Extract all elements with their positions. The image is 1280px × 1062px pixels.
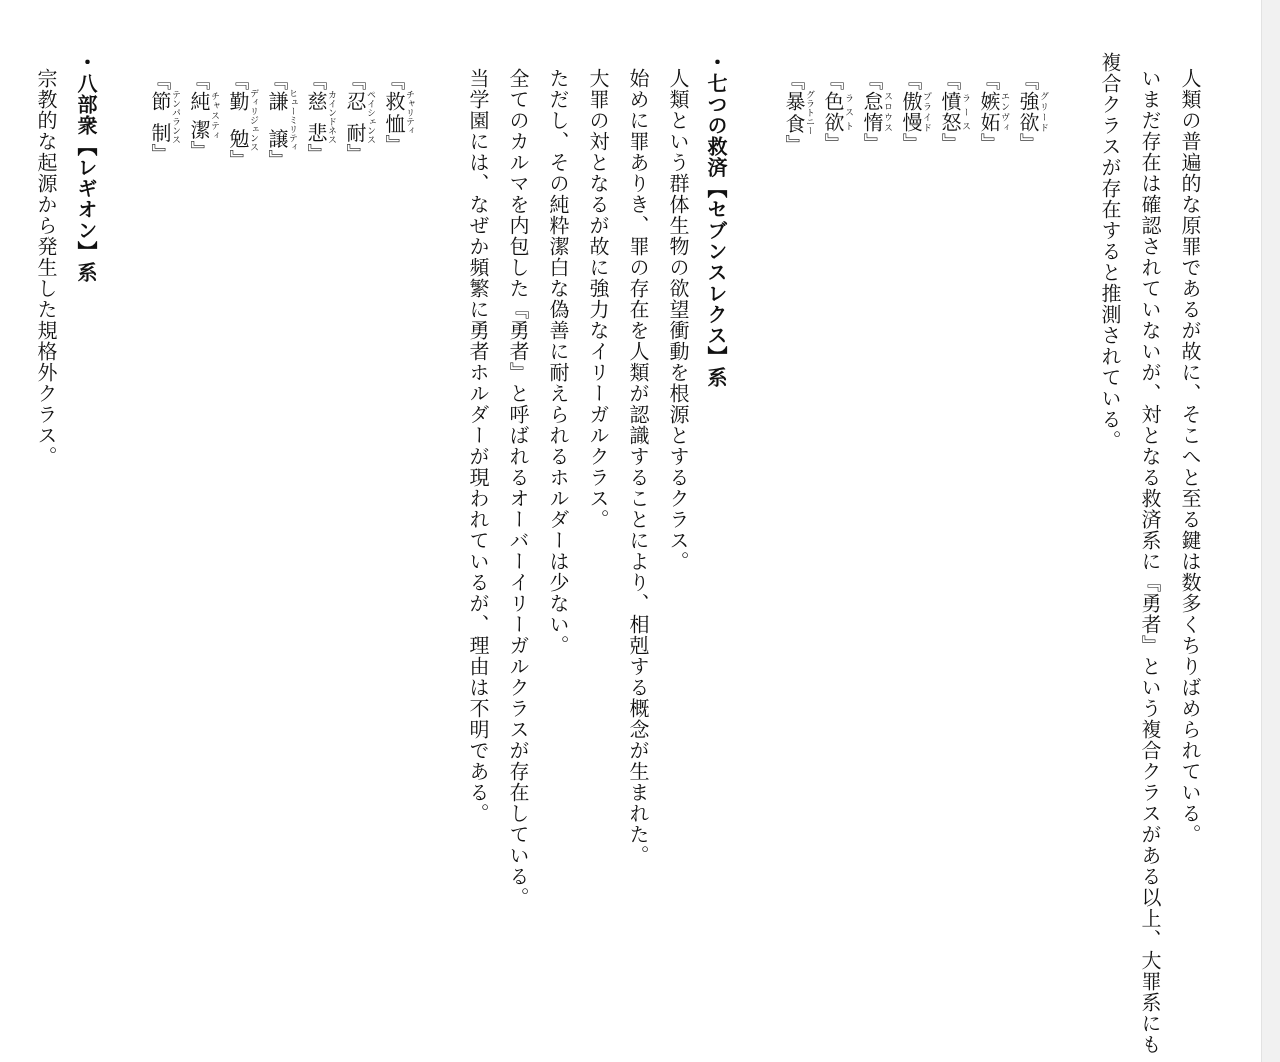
open-bracket: 『 — [860, 70, 884, 91]
intro-line-2: いまだ存在は確認されていないが、対となる救済系に『勇者』という複合クラスがある以上、大罪系にも — [1138, 68, 1162, 1055]
virtue-name: 救恤 — [382, 90, 406, 136]
open-bracket: 『 — [1016, 70, 1040, 91]
close-bracket: 』 — [226, 149, 250, 171]
virtue-item — [306, 70, 336, 164]
virtue-name: 忍 耐 — [343, 90, 367, 145]
sin-name: 嫉妬 — [977, 91, 1001, 133]
sin-item — [823, 70, 853, 154]
open-bracket: 『 — [226, 70, 250, 91]
sin-name: 暴食 — [782, 90, 806, 136]
sin-ruby: グリード — [1038, 91, 1048, 133]
virtue-item — [150, 70, 180, 164]
close-bracket: 』 — [382, 134, 406, 156]
sin-ruby: グラトニー — [804, 90, 814, 136]
sin-ruby: スロウス — [882, 91, 892, 133]
sin-item — [784, 70, 814, 156]
open-bracket: 『 — [821, 70, 845, 91]
paragraph-line: 始めに罪ありき、罪の存在を人類が認識することにより、相剋する概念が生まれた。 — [626, 68, 650, 866]
close-bracket: 』 — [304, 143, 328, 165]
close-bracket: 』 — [938, 133, 962, 154]
sin-item — [1018, 70, 1048, 154]
paragraph-line: ただし、その純粋潔白な偽善に耐えられるホルダーは少ない。 — [546, 68, 570, 656]
paragraph-line: 人類という群体生物の欲望衝動を根源とするクラス。 — [666, 68, 690, 572]
intro-line-1: 人類の普遍的な原罪であるが故に、そこへと至る鍵は数多くちりばめられている。 — [1178, 68, 1202, 845]
paragraph-line: 全てのカルマを内包した『勇者』と呼ばれるオーバーイリーガルクラスが存在している。 — [506, 68, 530, 908]
open-bracket: 『 — [304, 70, 328, 91]
sin-name: 憤怒 — [938, 91, 962, 133]
virtue-ruby: カインドネス — [326, 90, 336, 145]
section-heading-eight-legion: ・八部衆【レギオン】系 — [74, 52, 98, 283]
virtue-ruby: チャリティ — [404, 90, 414, 136]
virtue-name: 慈 悲 — [304, 90, 328, 145]
virtue-item — [345, 70, 375, 164]
open-bracket: 『 — [265, 70, 289, 91]
open-bracket: 『 — [782, 70, 806, 91]
sin-item — [979, 70, 1009, 154]
virtue-item — [267, 70, 297, 170]
paragraph-line: 当学園には、なぜか頻繁に勇者ホルダーが現われているが、理由は不明である。 — [466, 68, 490, 824]
close-bracket: 』 — [343, 143, 367, 165]
open-bracket: 『 — [187, 70, 211, 91]
paragraph-line: 大罪の対となるが故に強力なイリーガルクラス。 — [586, 68, 610, 530]
virtue-item — [189, 70, 219, 161]
virtue-ruby: ペイシェンス — [365, 90, 375, 145]
virtue-name: 勤 勉 — [226, 88, 250, 152]
close-bracket: 』 — [860, 133, 884, 154]
sin-name: 傲慢 — [899, 91, 923, 133]
virtue-ruby: テンパランス — [170, 90, 180, 145]
sin-item — [901, 70, 931, 154]
close-bracket: 』 — [899, 133, 923, 154]
close-bracket: 』 — [821, 133, 845, 154]
close-bracket: 』 — [187, 140, 211, 162]
virtue-item — [384, 70, 414, 156]
virtue-name: 純 潔 — [187, 91, 211, 141]
close-bracket: 』 — [265, 149, 289, 171]
close-bracket: 』 — [1016, 133, 1040, 154]
sin-ruby: ラスト — [843, 91, 853, 133]
sin-name: 怠惰 — [860, 91, 884, 133]
open-bracket: 『 — [977, 70, 1001, 91]
open-bracket: 『 — [148, 70, 172, 91]
paragraph-line: 宗教的な起源から発生した規格外クラス。 — [34, 68, 58, 467]
sin-ruby: エンヴィ — [999, 91, 1009, 133]
virtue-name: 謙 譲 — [265, 88, 289, 152]
sin-item — [862, 70, 892, 154]
sin-name: 色欲 — [821, 91, 845, 133]
section-heading-seven-salvation: ・七つの救済【セブンスレクス】系 — [704, 52, 728, 388]
open-bracket: 『 — [382, 70, 406, 91]
sin-ruby: ラース — [960, 91, 970, 133]
close-bracket: 』 — [148, 143, 172, 165]
open-bracket: 『 — [343, 70, 367, 91]
virtue-ruby: チャスティ — [209, 91, 219, 141]
sin-item — [940, 70, 970, 154]
virtue-name: 節 制 — [148, 90, 172, 145]
intro-line-3: 複合クラスが存在すると推測されている。 — [1098, 52, 1122, 451]
sin-ruby: プライド — [921, 91, 931, 133]
virtue-ruby: ディリジェンス — [248, 88, 258, 152]
open-bracket: 『 — [938, 70, 962, 91]
open-bracket: 『 — [899, 70, 923, 91]
scrollbar-track[interactable] — [1261, 0, 1280, 1062]
sin-name: 強欲 — [1016, 91, 1040, 133]
close-bracket: 』 — [782, 134, 806, 156]
virtue-item — [228, 70, 258, 170]
close-bracket: 』 — [977, 133, 1001, 154]
virtue-ruby: ヒューミリティ — [287, 88, 297, 152]
